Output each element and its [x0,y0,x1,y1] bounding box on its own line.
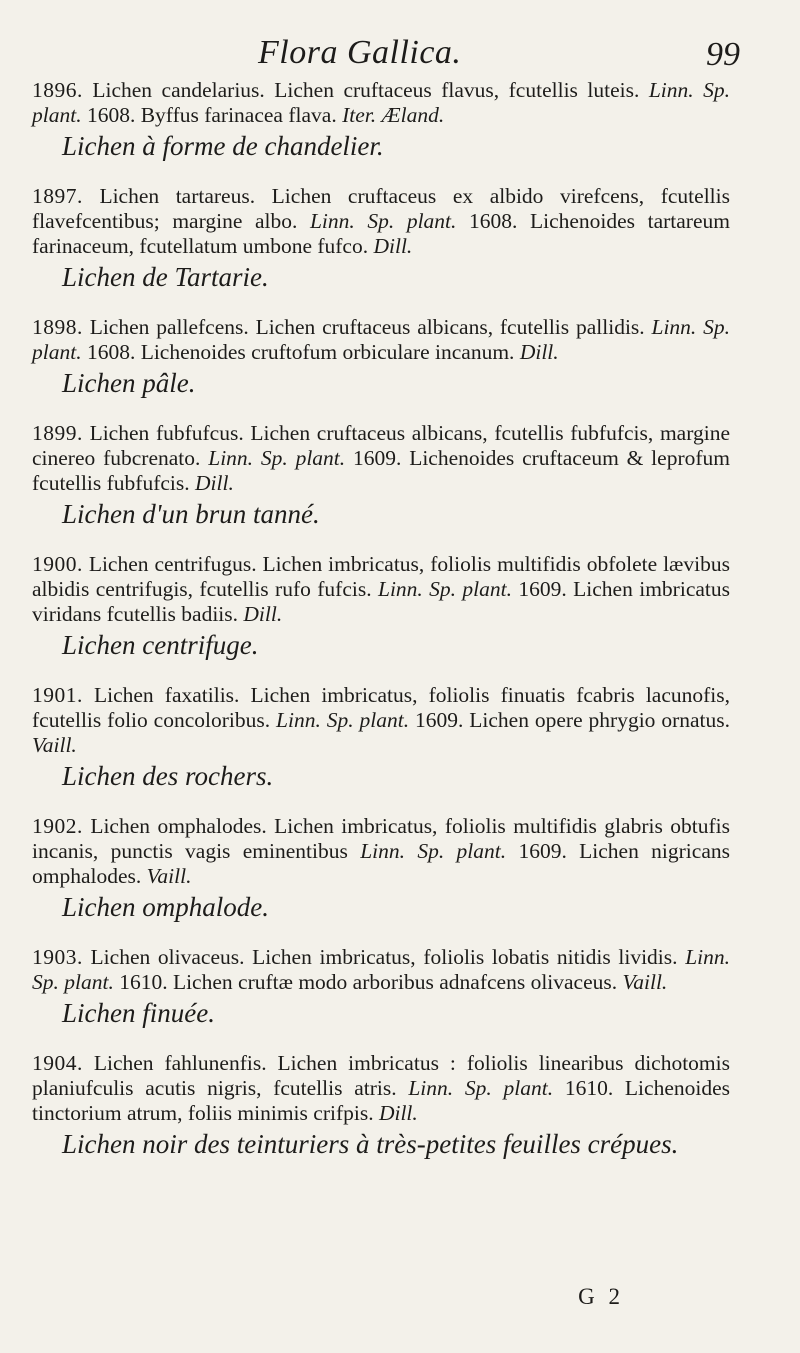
entry-number: 1896. [32,78,83,102]
reference-author: Vaill. [32,733,77,757]
french-name: Lichen d'un brun tanné. [62,499,320,529]
reference-linnaeus: Linn. Sp. plant. [377,577,513,601]
entry-text: 1903. Lichen olivaceus. Lichen imbricatus, foliolis lobatis nitidis lividis. Linn. Sp. plant. 1610. Lichen cruftæ modo arboribus adnafcens olivaceus. Vaill. [32,945,730,994]
entry-text: 1899. Lichen fubfufcus. Lichen cruftaceus albicans, fcutellis fubfufcis, margine cinereo fubcrenato. Linn. Sp. plant. 1609. Lichenoides cruftaceum & leprofum fcutellis fubfufcis. Dill. [32,421,730,495]
reference-linnaeus: Linn. Sp. plant. [32,945,730,994]
species-entry [32,552,730,661]
french-name: Lichen omphalode. [62,892,269,922]
entry-text: 1898. Lichen pallefcens. Lichen cruftaceus albicans, fcutellis pallidis. Linn. Sp. plant. 1608. Lichenoides cruftofum orbiculare incanum. Dill. [32,315,730,364]
species-entry [32,421,730,530]
reference-author: Dill. [378,1101,418,1125]
entry-number: 1904. [32,1051,83,1075]
french-name: Lichen pâle. [62,368,196,398]
species-entry [32,1051,730,1160]
entry-number: 1901. [32,683,83,707]
reference-linnaeus: Linn. Sp. plant. [360,839,507,863]
french-name: Lichen noir des teinturiers à très-petites feuilles crépues. [62,1129,679,1159]
entry-number: 1900. [32,552,83,576]
reference-linnaeus: Linn. Sp. plant. [309,209,457,233]
entry-number: 1899. [32,421,83,445]
reference-author: Dill. [195,471,234,495]
reference-linnaeus: Linn. Sp. plant. [408,1076,554,1100]
entry-number: 1903. [32,945,83,969]
page-number: 99 [706,36,740,73]
reference-linnaeus: Linn. Sp. plant. [208,446,346,470]
entry-text: 1904. Lichen fahlunenfis. Lichen imbricatus : foliolis linearibus dichotomis planiufculis acutis nigris, fcutellis atris. Linn. Sp. plant. 1610. Lichenoides tinctorium atrum, foliis minimis crifpis. Dill. [32,1051,731,1125]
french-name: Lichen à forme de chandelier. [62,131,384,161]
reference-linnaeus: Linn. Sp. plant. [276,708,410,732]
reference-author: Vaill. [622,970,668,994]
species-entry [32,814,730,923]
reference-author: Dill. [519,340,559,364]
species-entry [32,315,730,399]
reference-author: Vaill. [146,864,192,888]
french-name: Lichen finuée. [62,998,215,1028]
reference-author: Iter. Æland. [342,103,445,127]
french-name: Lichen de Tartarie. [62,262,269,292]
signature-mark: G 2 [578,1284,624,1309]
species-entry [32,683,730,792]
entry-text: 1902. Lichen omphalodes. Lichen imbricatus, foliolis multifidis glabris obtufis incanis, punctis vagis eminentibus Linn. Sp. plant. 1609. Lichen nigricans omphalodes. Vaill. [32,814,730,888]
species-entry [32,945,730,1029]
reference-linnaeus: Linn. Sp. plant. [32,78,730,127]
entry-text: 1900. Lichen centrifugus. Lichen imbricatus, foliolis multifidis obfolete lævibus albidis centrifugis, fcutellis rufo fufcis. Linn. Sp. plant. 1609. Lichen imbricatus viridans fcutellis badiis. Dill. [32,552,730,626]
entry-number: 1898. [32,315,83,339]
entry-text: 1896. Lichen candelarius. Lichen cruftaceus flavus, fcutellis luteis. Linn. Sp. plant. 1608. Byffus farinacea flava. Iter. Æland. [32,78,730,127]
entry-text: 1897. Lichen tartareus. Lichen cruftaceus ex albido virefcens, fcutellis flavefcentibus; margine albo. Linn. Sp. plant. 1608. Lichenoides tartareum farinaceum, fcutellatum umbone fufco. Dill. [32,184,730,258]
entry-number: 1902. [32,814,83,838]
entry-number: 1897. [32,184,83,208]
french-name: Lichen centrifuge. [62,630,259,660]
species-entry [32,78,730,162]
species-entry [32,184,730,293]
french-name: Lichen des rochers. [62,761,274,791]
page-header [32,34,740,78]
running-head: Flora Gallica. [258,34,462,71]
reference-linnaeus: Linn. Sp. plant. [32,315,730,364]
reference-author: Dill. [243,602,283,626]
entry-text: 1901. Lichen faxatilis. Lichen imbricatus, foliolis finuatis fcabris lacunofis, fcutellis folio concoloribus. Linn. Sp. plant. 1609. Lichen opere phrygio ornatus. Vaill. [32,683,730,757]
reference-author: Dill. [373,234,413,258]
